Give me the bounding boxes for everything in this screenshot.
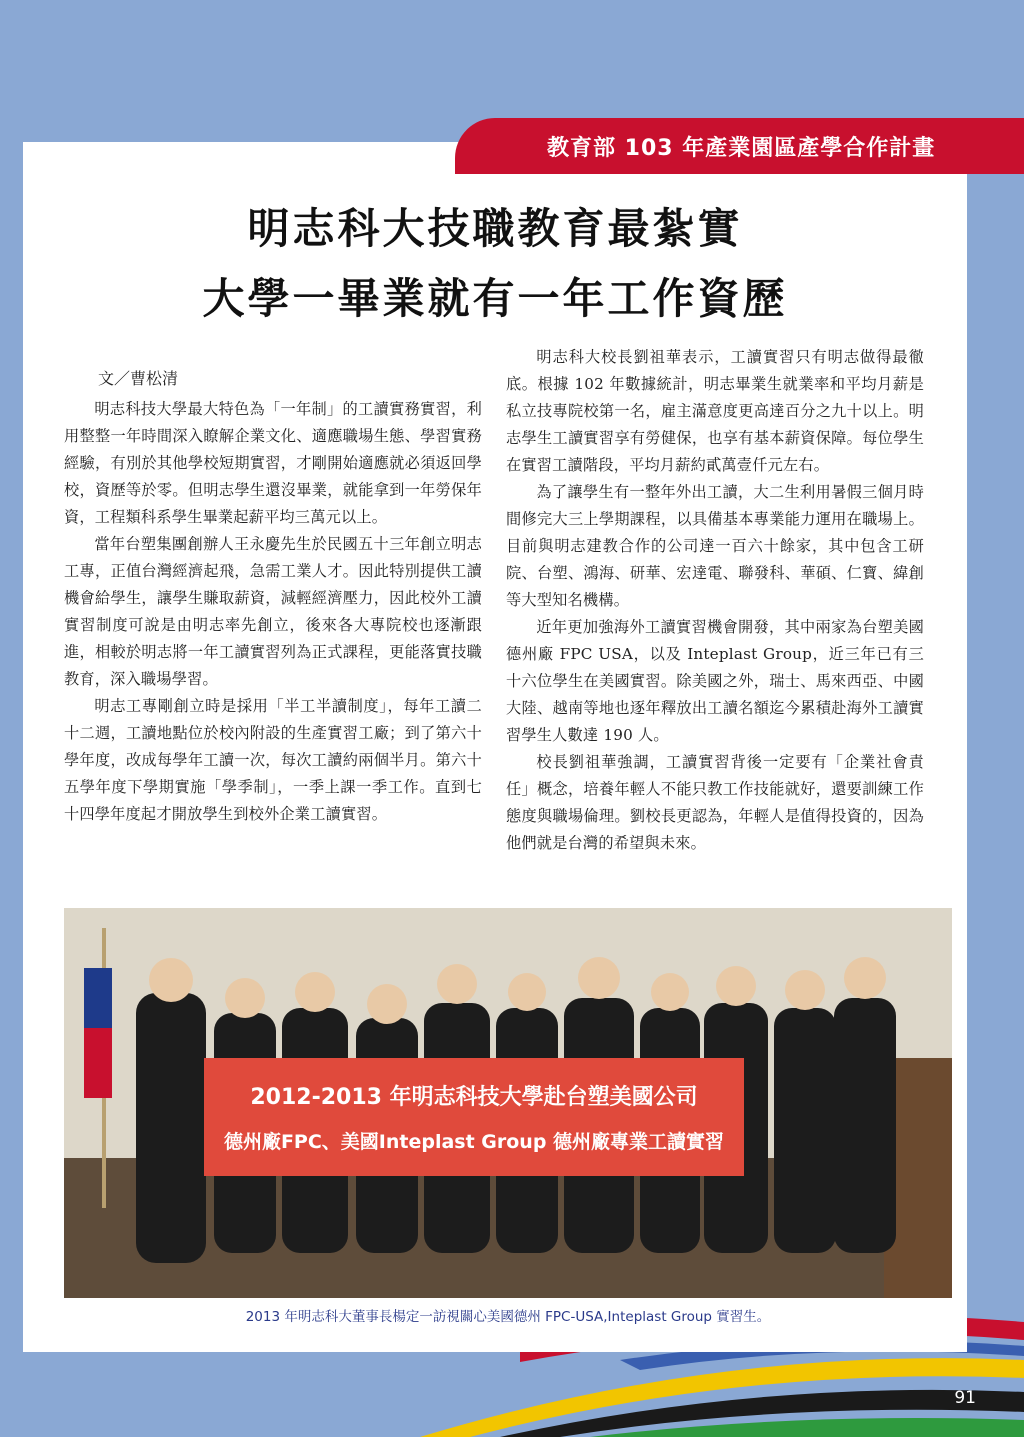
group-photo-illustration [64, 908, 952, 1298]
headline-line-1: 明志科大技職教育最紮實 [247, 204, 743, 253]
program-banner [455, 118, 1024, 174]
photo-caption: 2013 年明志科大董事長楊定一訪視關心美國德州 FPC-USA,Inteplast Group 實習生。 [245, 1309, 771, 1325]
article-column-right [506, 344, 924, 857]
paragraph: 為了讓學生有一整年外出工讀，大二生利用暑假三個月時間修完大三上學期課程，以具備基本專業能力運用在職場上。目前與明志建教合作的公司達一百六十餘家，其中包含工研院、台塑、鴻海、研華、宏達電、聯發科、華碩、仁寶、緯創等大型知名機構。 [506, 483, 924, 609]
paragraph: 明志科技大學最大特色為「一年制」的工讀實務實習，利用整整一年時間深入瞭解企業文化、適應職場生態、學習實務經驗，有別於其他學校短期實習，才剛開始適應就必須返回學校，資歷等於零。但明志學生還沒畢業，就能拿到一年勞保年資，工程類科系學生畢業起薪平均三萬元以上。 [64, 400, 482, 526]
article-column-left [64, 396, 482, 828]
headline-line-2: 大學一畢業就有一年工作資歷 [202, 274, 788, 323]
program-banner-text: 教育部 103 年產業園區產學合作計畫 [547, 135, 936, 161]
page-number: 91 [954, 1388, 976, 1408]
paragraph: 校長劉祖華強調，工讀實習背後一定要有「企業社會責任」概念，培養年輕人不能只教工作技能就好，還要訓練工作態度與職場倫理。劉校長更認為，年輕人是值得投資的，因為他們就是台灣的希望與未來。 [506, 753, 924, 852]
paragraph: 明志工專剛創立時是採用「半工半讀制度」，每年工讀二十二週，工讀地點位於校內附設的生產實習工廠；到了第六十學年度，改成每學年工讀一次，每次工讀約兩個半月。第六十五學年度下學期實施「學季制」，一季上課一季工作。直到七十四學年度起才開放學生到校外企業工讀實習。 [64, 697, 482, 823]
photo-banner-line-2: 德州廠FPC、美國Inteplast Group 德州廠專業工讀實習 [223, 1131, 725, 1153]
paragraph: 近年更加強海外工讀實習機會開發，其中兩家為台塑美國德州廠 FPC USA，以及 Inteplast Group，近三年已有三十六位學生在美國實習。除美國之外，瑞士、馬來西亞、中國大陸、越南等地也逐年釋放出工讀名額迄今累積赴海外工讀實習學生人數達 190 人。 [506, 618, 924, 744]
paragraph: 當年台塑集團創辦人王永慶先生於民國五十三年創立明志工專，正值台灣經濟起飛，急需工業人才。因此特別提供工讀機會給學生，讓學生賺取薪資，減輕經濟壓力，因此校外工讀實習制度可說是由明志率先創立，後來各大專院校也逐漸跟進，相較於明志將一年工讀實習列為正式課程，更能落實技職教育，深入職場學習。 [64, 535, 482, 688]
author-byline: 文／曹松清 [98, 369, 179, 388]
paragraph: 明志科大校長劉祖華表示，工讀實習只有明志做得最徹底。根據 102 年數據統計，明志畢業生就業率和平均月薪是私立技專院校第一名，雇主滿意度更高達百分之九十以上。明志學生工讀實習享有勞健保，也享有基本薪資保障。每位學生在實習工讀階段，平均月薪約貳萬壹仟元左右。 [506, 348, 924, 474]
group-photo [64, 908, 952, 1298]
group-banner-icon [204, 1058, 744, 1176]
photo-banner-line-1: 2012-2013 年明志科技大學赴台塑美國公司 [250, 1085, 698, 1110]
